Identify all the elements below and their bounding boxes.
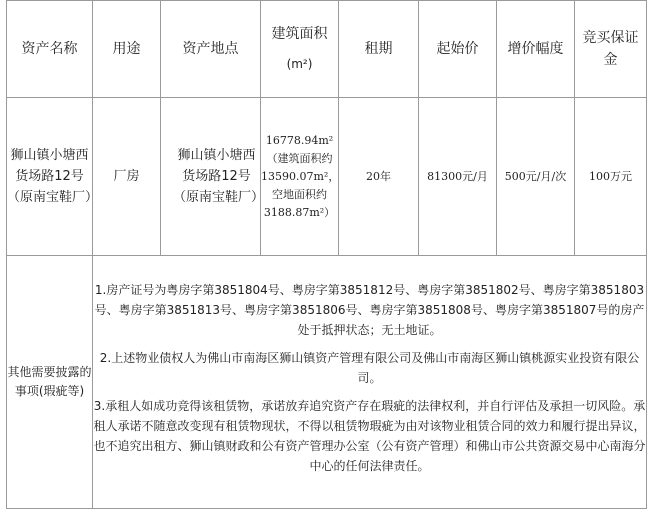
notes-row [7, 256, 647, 509]
note-item: 2.上述物业债权人为佛山市南海区狮山镇资产管理有限公司及佛山市南海区狮山镇桃源实业投资有限公司。 [99, 351, 640, 385]
header-deposit: 竞买保证金 [575, 1, 647, 98]
asset-row [7, 98, 647, 256]
cell-area: 16778.94m²（建筑面积约13590.07m²，空地面积约3188.87m²） [261, 98, 339, 256]
header-row [7, 1, 647, 98]
header-area-unit: (m²) [286, 57, 313, 71]
note-item: 1.房产证号为粤房字第3851804号、粤房字第3851812号、粤房字第3851802号、粤房字第3851803号、粤房字第3851813号、粤房字第3851806号、粤房字第3851808号、粤房字第3851807号的房产处于抵押状态；无土地证。 [94, 283, 645, 337]
header-area [261, 1, 339, 98]
notes-label: 其他需要披露的事项(瑕疵等) [7, 256, 93, 509]
header-area-label: 建筑面积 [271, 26, 328, 42]
header-asset-name: 资产名称 [7, 1, 93, 98]
cell-term: 20年 [339, 98, 419, 256]
note-item: 3.承租人如成功竞得该租赁物，承诺放弃追究资产存在瑕疵的法律权利，并自行评估及承担一切风险。承租人承诺不随意改变现有租赁物现状，不得以租赁物瑕疵为由对该物业租赁合同的效力和履行提出异议，也不追究出租方、狮山镇财政和公有资产管理办公室（公有资产管理）和佛山市公共资源交易中心南海分中心的任何法律责任。 [93, 399, 646, 473]
header-location: 资产地点 [161, 1, 261, 98]
cell-deposit: 100万元 [575, 98, 647, 256]
notes-content [93, 256, 647, 509]
header-start-price: 起始价 [419, 1, 497, 98]
cell-increment: 500元/月/次 [497, 98, 575, 256]
header-increment: 增价幅度 [497, 1, 575, 98]
cell-asset-name: 狮山镇小塘西货场路12号（原南宝鞋厂） [7, 98, 93, 256]
header-term: 租期 [339, 1, 419, 98]
cell-start-price: 81300元/月 [419, 98, 497, 256]
asset-lease-table [6, 0, 647, 509]
cell-location: 狮山镇小塘西货场路12号（原南宝鞋厂） [161, 98, 261, 256]
header-use: 用途 [93, 1, 161, 98]
cell-use: 厂房 [93, 98, 161, 256]
